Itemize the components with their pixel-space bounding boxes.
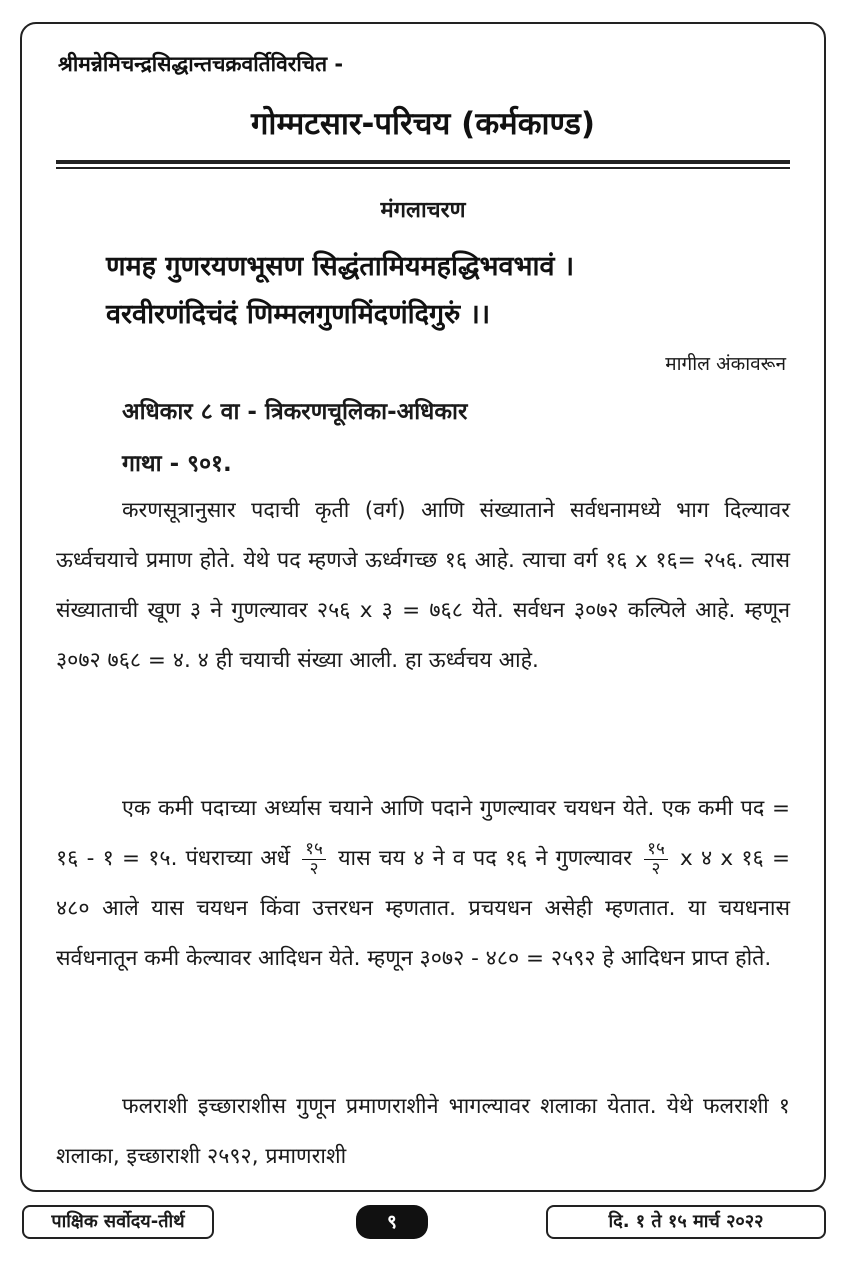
title-rule-thick <box>56 160 790 164</box>
verse-line-1: णमह गुणरयणभूसण सिद्धंतामियमहद्धिभवभावं । <box>106 251 575 282</box>
page-number: ९ <box>356 1205 428 1239</box>
fraction-fifteen-halves-2 <box>644 838 668 879</box>
paragraph-2-text-a: एक कमी पदाच्या अर्ध्यास चयाने आणि पदाने गुणल्यावर चयधन येते. एक कमी पद = १६ - १ = १५. पंधराच्या अर्धे <box>56 796 790 871</box>
title-rule-thin <box>56 167 790 169</box>
fraction-denominator-2: २ <box>651 858 661 879</box>
fraction-fifteen-halves <box>302 838 326 879</box>
invocation-heading: मंगलाचरण <box>380 198 466 223</box>
paragraph-1-text: करणसूत्रानुसार पदाची कृती (वर्ग) आणि संख्याताने सर्वधनामध्ये भाग दिल्यावर ऊर्ध्वचयाचे प्रमाण होते. येथे पद म्हणजे ऊर्ध्वगच्छ १६ आहे. त्याचा वर्ग १६ x १६= २५६. त्यास संख्याताची खूण ३ ने गुणल्यावर २५६ x ३ = ७६८ येते. सर्वधन ३०७२ कल्पिले आहे. म्हणून ३०७२ ७६८ = ४. ४ ही चयाची संख्या आली. हा ऊर्ध्वचय आहे. <box>56 498 790 673</box>
gatha-heading: गाथा - ९०१. <box>122 451 232 477</box>
verse-line-2: वरवीरणंदिचंदं णिम्मलगुणमिंदणंदिगुरुं ।। <box>106 299 491 330</box>
publication-name: पाक्षिक सर्वोदय-तीर्थ <box>22 1205 214 1239</box>
continued-note: मागील अंकावरून <box>665 353 786 375</box>
fraction-denominator: २ <box>309 858 319 879</box>
paragraph-2 <box>56 784 790 984</box>
paragraph-3 <box>56 1082 790 1182</box>
paragraph-1 <box>56 486 790 686</box>
chapter-heading: अधिकार ८ वा - त्रिकरणचूलिका-अधिकार <box>122 399 468 425</box>
page-title: गोम्मटसार-परिचय (कर्मकाण्ड) <box>250 106 596 142</box>
paragraph-2-text-b: यास चय ४ ने व पद १६ ने गुणल्यावर <box>338 846 632 871</box>
paragraph-3-text: फलराशी इच्छाराशीस गुणून प्रमाणराशीने भागल्यावर शलाका येतात. येथे फलराशी १ शलाका, इच्छाराशी २५९२, प्रमाणराशी <box>56 1094 790 1169</box>
fraction-numerator-2: १५ <box>644 841 668 860</box>
page-frame <box>20 22 826 1192</box>
series-line: श्रीमन्नेमिचन्द्रसिद्धान्तचक्रवर्तिविरचित - <box>58 52 344 76</box>
fraction-numerator: १५ <box>302 841 326 860</box>
issue-date: दि. १ ते १५ मार्च २०२२ <box>546 1205 826 1239</box>
paragraph-2-text-c: x ४ x १६ = ४८० आले यास चयधन किंवा उत्तरधन म्हणतात. प्रचयधन असेही म्हणतात. या चयधनास सर्वधनातून कमी केल्यावर आदिधन येते. म्हणून ३०७२ - ४८० = २५९२ हे आदिधन प्राप्त होते. <box>56 846 790 971</box>
